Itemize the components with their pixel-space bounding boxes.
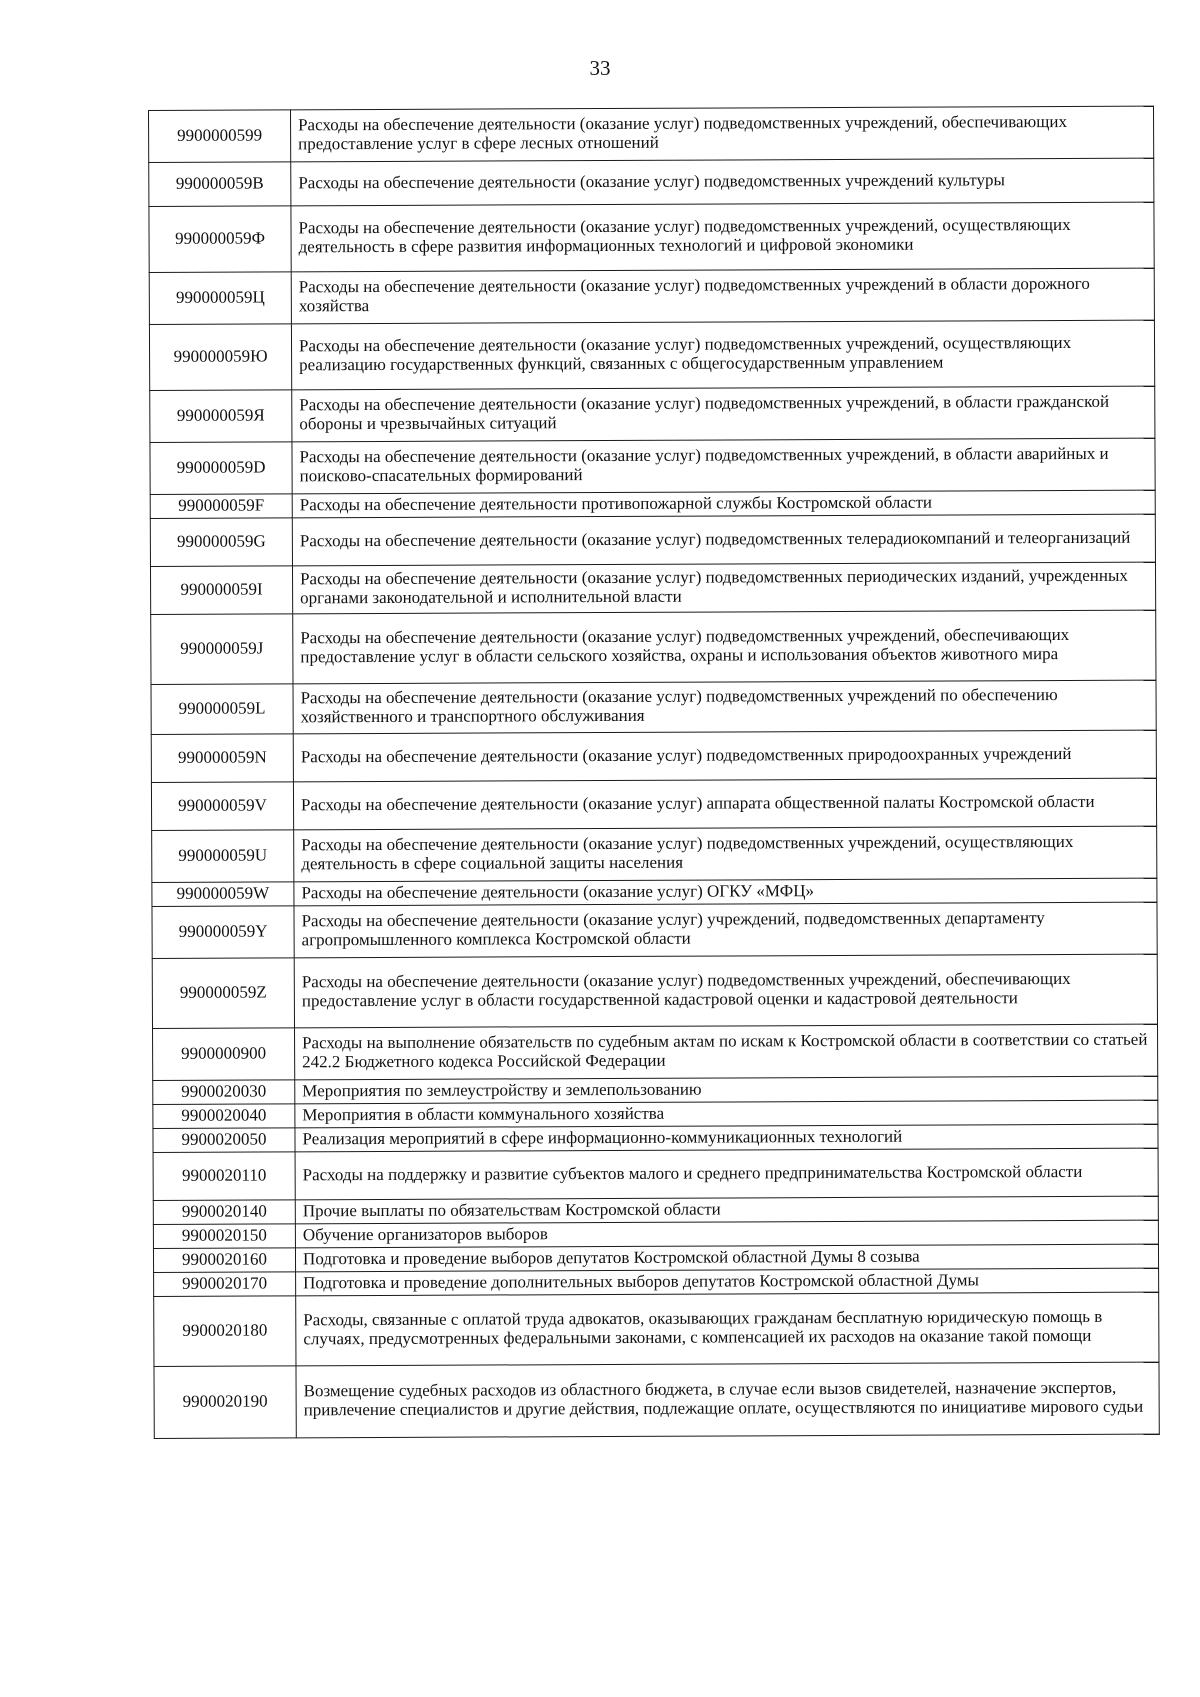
row-description: Подготовка и проведение дополнительных выборов депутатов Костромской областной Думы <box>296 1268 1159 1296</box>
table-row <box>150 562 1155 614</box>
row-description: Расходы на обеспечение деятельности (оказание услуг) учреждений, подведомственных департаменту агропромышленного комплекса Костромской области <box>294 902 1157 958</box>
row-code: 990000059W <box>152 882 294 907</box>
row-code: 990000059V <box>151 782 293 831</box>
table-row <box>152 954 1157 1028</box>
table-row <box>150 514 1155 566</box>
row-description: Расходы на обеспечение деятельности (оказание услуг) подведомственных учреждений, обеспечивающих предоставление услуг в сфере лесных отношений <box>291 106 1154 162</box>
row-code: 9900020140 <box>153 1200 295 1225</box>
row-code: 990000059L <box>151 684 293 735</box>
row-description: Подготовка и проведение выборов депутатов Костромской областной Думы 8 созыва <box>295 1244 1158 1272</box>
row-code: 990000059U <box>152 830 294 883</box>
row-description: Расходы на обеспечение деятельности (оказание услуг) подведомственных телерадиокомпаний и телеорганизаций <box>292 514 1155 566</box>
row-description: Расходы на поддержку и развитие субъектов малого и среднего предпринимательства Костромской области <box>295 1148 1158 1200</box>
table-row <box>152 902 1157 958</box>
row-description: Расходы на обеспечение деятельности (оказание услуг) подведомственных учреждений, в области аварийных и поисково-спасательных формирований <box>292 438 1155 494</box>
row-description: Расходы на обеспечение деятельности (оказание услуг) подведомственных учреждений, осуществляющих деятельность в сфере развития информационных технологий и цифровой экономики <box>291 202 1154 272</box>
table-row <box>149 320 1154 390</box>
row-description: Расходы на обеспечение деятельности (оказание услуг) подведомственных учреждений в области дорожного хозяйства <box>291 268 1154 324</box>
table-body <box>149 106 1160 1438</box>
row-code: 990000059Y <box>152 906 294 959</box>
row-description: Обучение организаторов выборов <box>295 1220 1158 1248</box>
row-code: 990000059Z <box>152 958 294 1029</box>
row-code: 9900020150 <box>153 1224 295 1249</box>
row-code: 990000059G <box>150 518 292 567</box>
row-code: 9900020170 <box>154 1272 296 1297</box>
table-row <box>149 106 1154 162</box>
row-description: Возмещение судебных расходов из областного бюджета, в случае если вызов свидетелей, назначение экспертов, привлечение специалистов и другие действия, подлежащие оплате, осуществляются по инициативе мирового судьи <box>296 1362 1159 1438</box>
row-description: Расходы на обеспечение деятельности (оказание услуг) подведомственных учреждений, в области гражданской обороны и чрезвычайных ситуаций <box>292 386 1155 442</box>
row-description: Расходы на обеспечение деятельности противопожарной службы Костромской области <box>292 490 1155 518</box>
row-description: Прочие выплаты по обязательствам Костромской области <box>295 1196 1158 1224</box>
budget-codes-table <box>148 106 1160 1439</box>
row-code: 9900000599 <box>149 110 291 163</box>
table-row <box>151 778 1156 830</box>
row-code: 9900020160 <box>153 1248 295 1273</box>
table-row <box>151 610 1156 684</box>
row-description: Расходы на обеспечение деятельности (оказание услуг) подведомственных учреждений культуры <box>291 158 1154 206</box>
row-code: 990000059Ц <box>149 272 291 325</box>
row-code: 9900000900 <box>153 1028 295 1081</box>
row-description: Мероприятия в области коммунального хозяйства <box>295 1100 1158 1128</box>
table-row <box>150 438 1155 494</box>
table-row <box>149 202 1154 272</box>
row-code: 990000059Ю <box>149 324 291 391</box>
row-description: Расходы на обеспечение деятельности (оказание услуг) подведомственных учреждений, осуществляющих реализацию государственных функций, связанных с общегосударственным управлением <box>291 320 1154 390</box>
row-code: 9900020180 <box>154 1296 296 1367</box>
row-code: 990000059B <box>149 162 291 207</box>
row-description: Расходы на обеспечение деятельности (оказание услуг) подведомственных учреждений, осуществляющих деятельность в сфере социальной защиты населения <box>294 826 1157 882</box>
row-description: Расходы на обеспечение деятельности (оказание услуг) подведомственных учреждений, обеспечивающих предоставление услуг в области сельского хозяйства, охраны и использования объектов животного мира <box>293 610 1156 684</box>
row-code: 990000059D <box>150 442 292 495</box>
row-description: Расходы на обеспечение деятельности (оказание услуг) подведомственных природоохранных учреждений <box>293 730 1156 782</box>
table-row <box>150 386 1155 442</box>
row-code: 9900020190 <box>154 1366 296 1439</box>
row-description: Расходы на обеспечение деятельности (оказание услуг) ОГКУ «МФЦ» <box>294 878 1157 906</box>
row-code: 990000059N <box>151 734 293 783</box>
table-row <box>151 730 1156 782</box>
table-row <box>149 268 1154 324</box>
row-code: 9900020050 <box>153 1128 295 1153</box>
table-row <box>154 1292 1159 1366</box>
row-description: Расходы на обеспечение деятельности (оказание услуг) подведомственных периодических изданий, учрежденных органами законодательной и исполнительной власти <box>292 562 1155 614</box>
row-description: Расходы на выполнение обязательств по судебным актам по искам к Костромской области в соответствии со статьей 242.2 Бюджетного кодекса Российской Федерации <box>295 1024 1158 1080</box>
row-description: Расходы на обеспечение деятельности (оказание услуг) аппарата общественной палаты Костромской области <box>293 778 1156 830</box>
table-row <box>153 1024 1158 1080</box>
table-row <box>151 680 1156 734</box>
row-code: 9900020030 <box>153 1080 295 1105</box>
row-code: 9900020110 <box>153 1152 295 1201</box>
row-code: 990000059J <box>151 614 293 685</box>
table-row <box>149 158 1154 206</box>
row-code: 990000059Ф <box>149 206 291 273</box>
row-description: Расходы на обеспечение деятельности (оказание услуг) подведомственных учреждений по обеспечению хозяйственного и транспортного обслуживания <box>293 680 1156 734</box>
budget-codes-table-container <box>148 106 1159 1439</box>
table-row <box>153 1148 1158 1200</box>
table-row <box>152 826 1157 882</box>
row-description: Расходы на обеспечение деятельности (оказание услуг) подведомственных учреждений, обеспечивающих предоставление услуг в области государственной кадастровой оценки и кадастровой деятельности <box>294 954 1157 1028</box>
row-code: 9900020040 <box>153 1104 295 1129</box>
row-description: Расходы, связанные с оплатой труда адвокатов, оказывающих гражданам бесплатную юридическую помощь в случаях, предусмотренных федеральными законами, с компенсацией их расходов на оказание такой помощи <box>296 1292 1159 1366</box>
row-description: Мероприятия по землеустройству и землепользованию <box>295 1076 1158 1104</box>
row-description: Реализация мероприятий в сфере информационно-коммуникационных технологий <box>295 1124 1158 1152</box>
row-code: 990000059Я <box>150 390 292 443</box>
row-code: 990000059F <box>150 494 292 519</box>
row-code: 990000059I <box>150 566 292 615</box>
table-row <box>154 1362 1159 1438</box>
page-number: 33 <box>589 56 611 80</box>
